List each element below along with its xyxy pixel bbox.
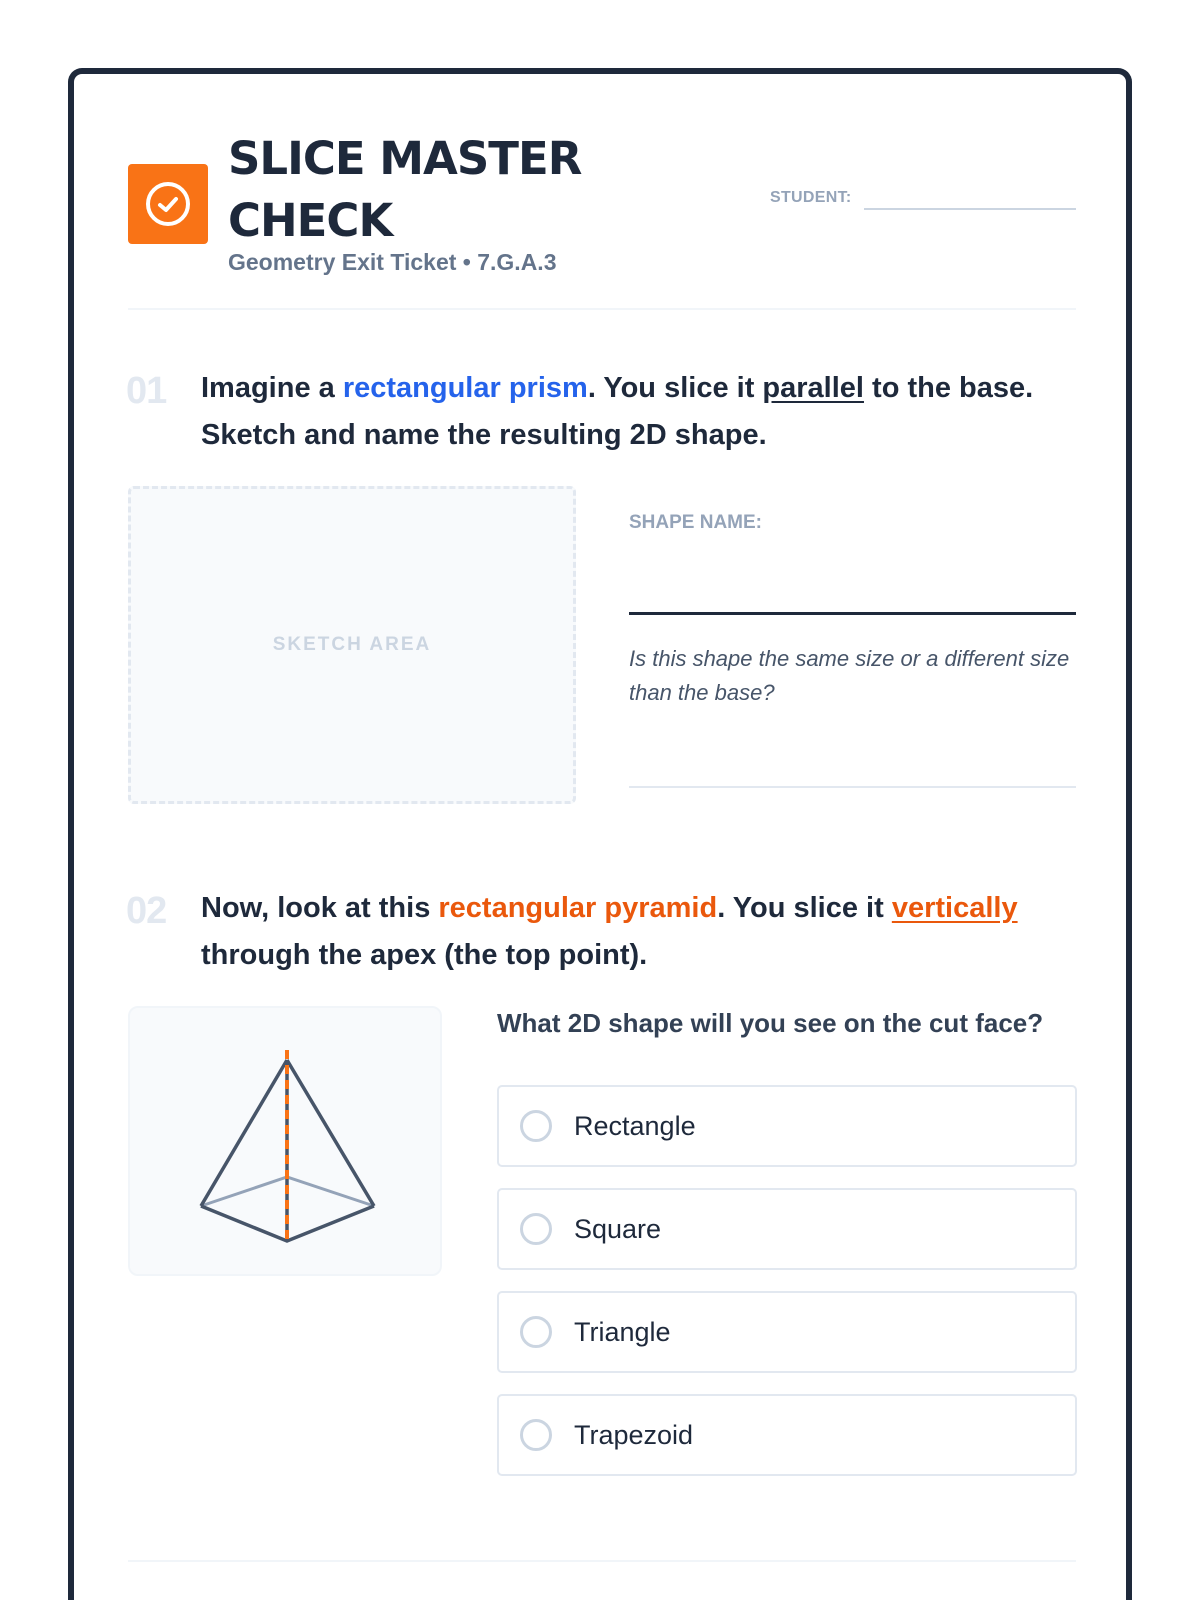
page-title: [228, 128, 748, 252]
q2-prompt: What 2D shape will you see on the cut face?: [497, 1008, 1044, 1038]
option-triangle[interactable]: [497, 1291, 1077, 1373]
question-2-text: [201, 885, 1081, 979]
sketch-area-label: SKETCH AREA: [272, 634, 432, 655]
option-label: Trapezoid: [574, 1419, 694, 1450]
page-subtitle: Geometry Exit Ticket • 7.G.A.3: [228, 249, 557, 275]
logo-badge: [128, 164, 208, 244]
q1-shape-highlight: rectangular prism: [342, 372, 588, 404]
option-square[interactable]: [497, 1188, 1077, 1270]
header-divider: [128, 308, 1076, 310]
question-number-2: 02: [126, 890, 167, 932]
radio-button[interactable]: [520, 1110, 552, 1142]
option-trapezoid[interactable]: [497, 1394, 1077, 1476]
student-label: STUDENT:: [770, 189, 852, 206]
q2-direction-highlight: vertically: [891, 892, 1018, 924]
title-line-1: SLICE MASTER: [228, 132, 582, 185]
option-label: Rectangle: [574, 1110, 696, 1141]
option-label: Triangle: [574, 1316, 671, 1347]
followup-question: Is this shape the same size or a different size than the base?: [629, 646, 1070, 705]
q2-shape-highlight: rectangular pyramid: [438, 892, 718, 924]
pyramid-slice-icon: [130, 1008, 444, 1278]
shape-name-label: SHAPE NAME:: [629, 512, 763, 533]
question-1-text: [201, 365, 1081, 459]
pyramid-diagram-box: [128, 1006, 442, 1276]
q1-text-part: Imagine a: [201, 372, 343, 404]
check-circle-icon: [143, 179, 193, 229]
q2-text-part: . You slice it: [717, 892, 892, 924]
question-number-1: 01: [126, 370, 167, 412]
q1-text-part: . You slice it: [587, 372, 763, 404]
title-line-2: CHECK: [228, 194, 393, 247]
radio-button[interactable]: [520, 1213, 552, 1245]
option-label: Square: [574, 1213, 662, 1244]
q2-text-part: through the apex (the top point).: [201, 939, 648, 971]
radio-button[interactable]: [520, 1419, 552, 1451]
student-name-field[interactable]: [864, 208, 1076, 210]
radio-button[interactable]: [520, 1316, 552, 1348]
option-rectangle[interactable]: [497, 1085, 1077, 1167]
shape-name-field[interactable]: [629, 612, 1076, 615]
q1-text-part: to the base. Sketch and name the resulting 2D shape.: [201, 372, 1034, 451]
q1-direction-highlight: parallel: [762, 372, 864, 404]
q2-text-part: Now, look at this: [201, 892, 439, 924]
footer-divider: [128, 1560, 1076, 1562]
sketch-area[interactable]: [128, 486, 576, 804]
followup-answer-field[interactable]: [629, 786, 1076, 788]
